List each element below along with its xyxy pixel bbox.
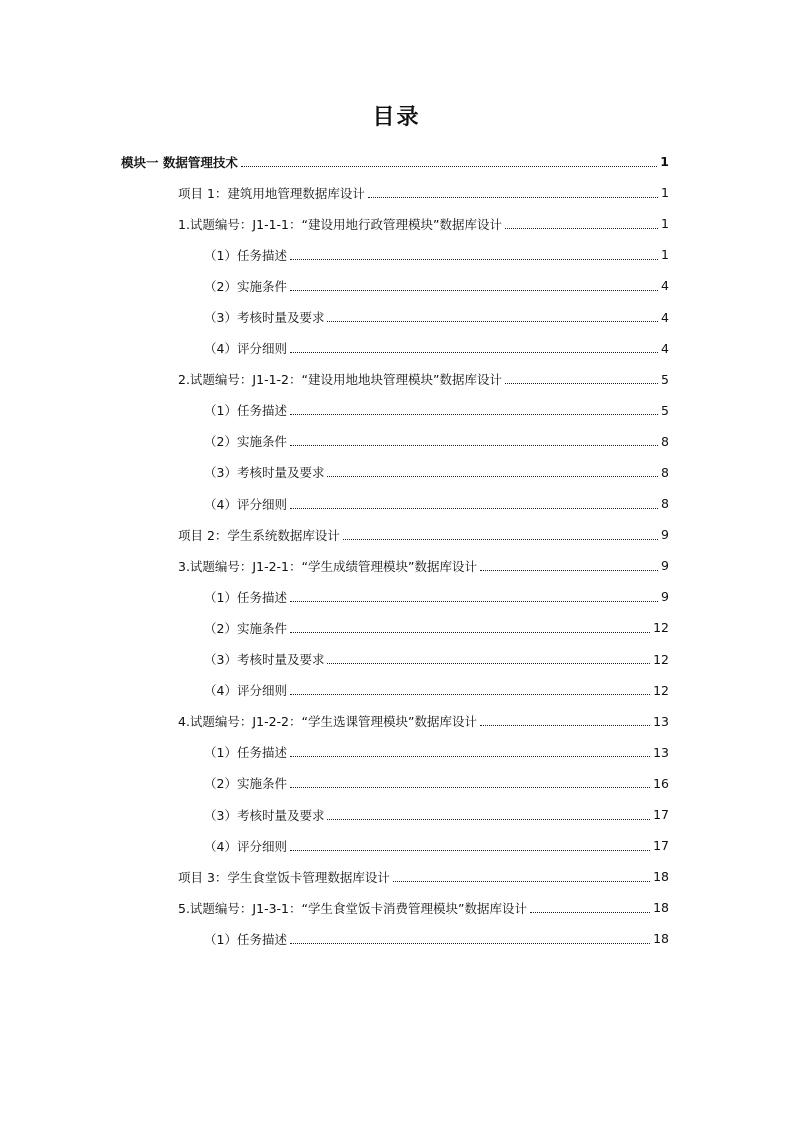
toc-entry[interactable] <box>0 923 793 954</box>
toc-entry-title: 项目 3：学生食堂饭卡管理数据库设计 <box>178 868 393 886</box>
toc-entry-page-number: 18 <box>653 931 669 947</box>
toc-entry[interactable] <box>0 301 793 332</box>
toc-entry[interactable] <box>0 519 793 550</box>
toc-entry-page-number: 9 <box>661 527 669 543</box>
dot-leader <box>290 259 658 260</box>
toc-entry-title: （3）考核时量及要求 <box>204 806 327 824</box>
toc-entry-page-number: 1 <box>661 216 669 232</box>
toc-entry-page-number: 16 <box>653 775 669 791</box>
table-of-contents <box>0 146 793 954</box>
toc-entry[interactable] <box>0 333 793 364</box>
toc-entry-title: 项目 1：建筑用地管理数据库设计 <box>178 184 368 202</box>
toc-entry[interactable] <box>0 488 793 519</box>
toc-entry-page-number: 4 <box>661 309 669 325</box>
toc-entry-page-number: 18 <box>653 900 669 916</box>
toc-entry[interactable] <box>0 364 793 395</box>
toc-entry[interactable] <box>0 581 793 612</box>
dot-leader <box>290 632 650 633</box>
dot-leader <box>290 943 650 944</box>
toc-entry[interactable] <box>0 208 793 239</box>
toc-entry-page-number: 8 <box>661 464 669 480</box>
toc-entry-title: 4.试题编号：J1-2-2：“学生选课管理模块”数据库设计 <box>178 712 480 730</box>
toc-entry-title: （1）任务描述 <box>204 401 290 419</box>
toc-entry-page-number: 5 <box>661 402 669 418</box>
toc-entry[interactable] <box>0 146 793 177</box>
toc-entry-page-number: 4 <box>661 278 669 294</box>
dot-leader <box>505 383 658 384</box>
toc-entry-title: 2.试题编号：J1-1-2：“建设用地地块管理模块”数据库设计 <box>178 370 505 388</box>
toc-entry-title: （3）考核时量及要求 <box>204 650 327 668</box>
toc-entry[interactable] <box>0 457 793 488</box>
toc-entry-title: 项目 2：学生系统数据库设计 <box>178 526 343 544</box>
dot-leader <box>290 445 658 446</box>
dot-leader <box>290 352 658 353</box>
toc-entry-title: （3）考核时量及要求 <box>204 463 327 481</box>
dot-leader <box>290 508 658 509</box>
toc-entry-page-number: 17 <box>653 807 669 823</box>
toc-entry-title: （1）任务描述 <box>204 246 290 264</box>
toc-entry[interactable] <box>0 239 793 270</box>
dot-leader <box>327 476 658 477</box>
toc-entry[interactable] <box>0 270 793 301</box>
toc-entry-title: 3.试题编号：J1-2-1：“学生成绩管理模块”数据库设计 <box>178 557 480 575</box>
toc-entry[interactable] <box>0 675 793 706</box>
toc-entry-title: （2）实施条件 <box>204 432 290 450</box>
toc-entry-title: 模块一 数据管理技术 <box>121 153 241 171</box>
toc-entry-title: （1）任务描述 <box>204 743 290 761</box>
toc-entry[interactable] <box>0 612 793 643</box>
toc-entry-title: 1.试题编号：J1-1-1：“建设用地行政管理模块”数据库设计 <box>178 215 505 233</box>
dot-leader <box>290 601 658 602</box>
toc-entry-page-number: 1 <box>660 154 669 170</box>
toc-entry-title: （4）评分细则 <box>204 681 290 699</box>
page-title: 目录 <box>372 105 421 130</box>
toc-entry[interactable] <box>0 644 793 675</box>
dot-leader <box>290 694 650 695</box>
toc-entry-page-number: 13 <box>653 744 669 760</box>
dot-leader <box>290 787 650 788</box>
toc-entry-page-number: 12 <box>653 620 669 636</box>
toc-entry[interactable] <box>0 395 793 426</box>
toc-entry-title: （1）任务描述 <box>204 930 290 948</box>
toc-entry-title: （2）实施条件 <box>204 619 290 637</box>
toc-entry[interactable] <box>0 768 793 799</box>
dot-leader <box>480 570 658 571</box>
dot-leader <box>505 228 658 229</box>
toc-entry-page-number: 12 <box>653 682 669 698</box>
toc-entry[interactable] <box>0 706 793 737</box>
toc-entry-title: （4）评分细则 <box>204 339 290 357</box>
dot-leader <box>290 756 650 757</box>
dot-leader <box>368 197 658 198</box>
toc-entry-title: （1）任务描述 <box>204 588 290 606</box>
dot-leader <box>327 819 650 820</box>
toc-entry-page-number: 8 <box>661 496 669 512</box>
toc-entry-title: （2）实施条件 <box>204 774 290 792</box>
toc-entry[interactable] <box>0 830 793 861</box>
toc-entry-page-number: 12 <box>653 651 669 667</box>
toc-entry-page-number: 8 <box>661 433 669 449</box>
toc-entry[interactable] <box>0 892 793 923</box>
toc-entry-title: （4）评分细则 <box>204 495 290 513</box>
dot-leader <box>480 725 650 726</box>
toc-entry[interactable] <box>0 550 793 581</box>
toc-entry-title: 5.试题编号：J1-3-1：“学生食堂饭卡消费管理模块”数据库设计 <box>178 899 530 917</box>
toc-entry-page-number: 5 <box>661 371 669 387</box>
toc-entry-page-number: 18 <box>653 869 669 885</box>
dot-leader <box>290 414 658 415</box>
toc-entry-title: （2）实施条件 <box>204 277 290 295</box>
toc-entry-title: （3）考核时量及要求 <box>204 308 327 326</box>
toc-entry-title: （4）评分细则 <box>204 837 290 855</box>
toc-entry[interactable] <box>0 799 793 830</box>
toc-entry[interactable] <box>0 737 793 768</box>
toc-entry-page-number: 9 <box>661 558 669 574</box>
toc-entry-page-number: 13 <box>653 713 669 729</box>
dot-leader <box>327 663 650 664</box>
dot-leader <box>393 881 650 882</box>
dot-leader <box>290 850 650 851</box>
toc-entry-page-number: 1 <box>661 247 669 263</box>
dot-leader <box>343 539 658 540</box>
dot-leader <box>530 912 650 913</box>
dot-leader <box>327 321 658 322</box>
toc-entry-page-number: 4 <box>661 340 669 356</box>
toc-entry[interactable] <box>0 426 793 457</box>
toc-entry-page-number: 9 <box>661 589 669 605</box>
dot-leader <box>290 290 658 291</box>
toc-entry[interactable] <box>0 861 793 892</box>
toc-entry-page-number: 1 <box>661 185 669 201</box>
toc-entry[interactable] <box>0 177 793 208</box>
toc-entry-page-number: 17 <box>653 838 669 854</box>
dot-leader <box>241 166 657 167</box>
